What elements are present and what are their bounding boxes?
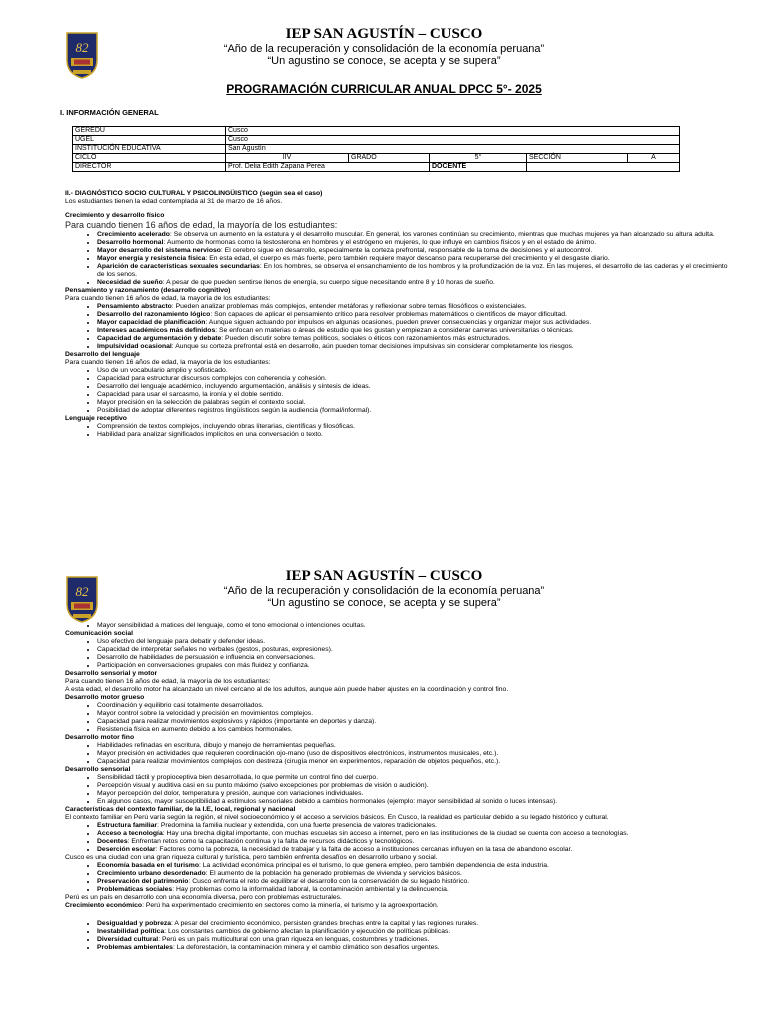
cusco-list [65, 862, 728, 894]
diagnostic-heading: II.- DIAGNÓSTICO SOCIO CULTURAL Y PSICOLINGÜISTICO (según sea el caso) [65, 190, 323, 197]
list-item: • Mayor energía y resistencia física: En esta edad, el cuerpo es más fuerte, pero también requiere mayor descanso para recuperarse del crecimiento y el desgaste diario. [97, 255, 728, 263]
list-item: • Mayor percepción del dolor, temperatura y presión, aunque con variaciones individuales. [97, 790, 728, 798]
sensory-heading: Desarrollo sensorial [65, 766, 131, 773]
list-item: • Problemáticas sociales: Hay problemas como la informalidad laboral, la contaminación ambiental y la delincuencia. [97, 886, 728, 894]
cell-grado-value: 5° [430, 154, 527, 163]
cell-seccion-value: A [628, 154, 680, 163]
list-item: • Habilidad para analizar significados implícitos en una conversación o texto. [97, 431, 728, 439]
cell-ugel-label: UGEL [73, 136, 226, 145]
list-item: • Acceso a tecnología: Hay una brecha digital importante, con muchas escuelas sin acceso a internet, pero en las instituciones de la ciudad se cuenta con acceso a tecnologías. [97, 830, 728, 838]
cell-ie-value: San Agustín [226, 145, 680, 154]
language-intro: Para cuando tienen 16 años de edad, la mayoría de los estudiantes: [65, 359, 271, 366]
cell-director-value: Prof. Delia Edith Zapana Perea [226, 163, 430, 172]
school-slogan: “Un agustino se conoce, se acepta y se supera” [267, 597, 501, 609]
list-item: • Mayor sensibilidad a matices del lenguaje, como el tono emocional o intenciones ocultas. [97, 622, 728, 630]
sensory-motor-heading: Desarrollo sensorial y motor [65, 670, 158, 677]
school-slogan: “Un agustino se conoce, se acepta y se supera” [267, 55, 501, 67]
context-list [65, 822, 728, 854]
list-item: • Capacidad de argumentación y debate: Pueden discutir sobre temas políticos, sociales o éticos con razonamientos más estructurados. [97, 335, 728, 343]
list-item: • Pensamiento abstracto: Pueden analizar problemas más complejos, entender metáforas y reflexionar sobre temas filosóficos o existenciales. [97, 303, 728, 311]
list-item: • Preservación del patrimonio: Cusco enfrenta el reto de equilibrar el desarrollo con la conservación de su legado histórico. [97, 878, 728, 886]
thinking-intro: Para cuando tienen 16 años de edad, la mayoría de los estudiantes: [65, 295, 271, 302]
list-item: • Impulsividad ocasional: Aunque su corteza prefrontal está en desarrollo, aún pueden tomar decisiones impulsivas sin considerar completamente los riesgos. [97, 343, 728, 351]
document-page-2 [0, 560, 768, 1024]
list-item: • Desarrollo del lenguaje académico, incluyendo argumentación, análisis y síntesis de ideas. [97, 383, 728, 391]
list-item: • Necesidad de sueño: A pesar de que pueden sentirse llenos de energía, su cuerpo sigue necesitando entre 8 y 10 horas de sueño. [97, 279, 728, 287]
cell-gredu-value: Cusco [226, 127, 680, 136]
fine-motor-heading: Desarrollo motor fino [65, 734, 135, 741]
list-item: • Intereses académicos más definidos: Se enfocan en materias o áreas de estudio que les gustan y empiezan a considerar carreras universitarias o técnicas. [97, 327, 728, 335]
growth-intro: Para cuando tienen 16 años de edad, la mayoría de los estudiantes: [65, 220, 338, 230]
cell-grado-label: GRADO [349, 154, 430, 163]
list-item: • Participación en conversaciones grupales con más fluidez y confianza. [97, 662, 728, 670]
list-item: • Resistencia física en aumento debido a los cambios hormonales. [97, 726, 728, 734]
list-item: • Capacidad para estructurar discursos complejos con coherencia y cohesión. [97, 375, 728, 383]
list-item: • Inestabilidad política: Los constantes cambios de gobierno afectan la planificación y ejecución de políticas públicas. [97, 928, 728, 936]
sensory-list [65, 774, 728, 806]
list-item: • Mayor precisión en la selección de palabras según el contexto social. [97, 399, 728, 407]
cusco-text: Cusco es una ciudad con una gran riqueza cultural y turística, pero también enfrenta desafíos en desarrollo urbano y social. [65, 854, 438, 861]
list-item: • Uso de un vocabulario amplio y sofisticado. [97, 367, 728, 375]
social-communication-list [65, 638, 728, 670]
list-item: • Desarrollo del razonamiento lógico: Son capaces de aplicar el pensamiento crítico para resolver problemas matemáticos o científicos de mayor dificultad. [97, 311, 728, 319]
list-item: • Docentes: Enfrentan retos como la capacitación continua y la falta de recursos didácticos y tecnológicos. [97, 838, 728, 846]
list-item: • Crecimiento urbano desordenado: El aumento de la población ha generado problemas de vivienda y servicios básicos. [97, 870, 728, 878]
social-communication-heading: Comunicación social [65, 630, 133, 637]
list-item: • Comprensión de textos complejos, incluyendo obras literarias, científicas y filosóficas. [97, 423, 728, 431]
thinking-list [65, 303, 728, 351]
gross-motor-list [65, 702, 728, 734]
sensory-motor-intro: Para cuando tienen 16 años de edad, la mayoría de los estudiantes: [65, 678, 271, 685]
school-name: IEP SAN AGUSTÍN – CUSCO [285, 568, 483, 584]
cell-ie-label: INSTITUCIÓN EDUCATIVA [73, 145, 226, 154]
list-item: • Capacidad para usar el sarcasmo, la ironía y el doble sentido. [97, 391, 728, 399]
cell-director-label: DIRECTOR [73, 163, 226, 172]
svg-text:82: 82 [75, 40, 89, 55]
list-item: • Diversidad cultural: Perú es un país multicultural con una gran riqueza en lenguas, costumbres y tradiciones. [97, 936, 728, 944]
receptive-heading: Lenguaje receptivo [65, 415, 127, 422]
sensory-motor-text: A esta edad, el desarrollo motor ha alcanzado un nivel cercano al de los adultos, aunque aún puede haber ajustes en la coordinación y control fino. [65, 686, 509, 693]
peru-list [65, 920, 728, 952]
language-heading: Desarrollo del lenguaje [65, 351, 140, 358]
list-item: • Mayor precisión en actividades que requieren coordinación ojo-mano (uso de dispositivos electrónicos, instrumentos musicales, etc.). [97, 750, 728, 758]
list-item: • Problemas ambientales: La deforestación, la contaminación minera y el cambio climático son desafíos urgentes. [97, 944, 728, 952]
list-item: • Mayor capacidad de planificación: Aunque siguen actuando por impulsos en algunas ocasiones, pueden prever consecuencias y organizar mejor sus actividades. [97, 319, 728, 327]
page2-body [65, 622, 728, 952]
cell-docente-value [527, 163, 680, 172]
context-text: El contexto familiar en Perú varía según la región, el nivel socioeconómico y el acceso a servicios básicos. En Cusco, la realidad es particular debido a su legado histórico y cultural. [65, 814, 609, 821]
list-item: • Estructura familiar: Predomina la familia nuclear y extendida, con una fuerte presencia de valores tradicionales. [97, 822, 728, 830]
cell-docente-label: DOCENTE [430, 163, 527, 172]
cell-gredu-label: GEREDU [73, 127, 226, 136]
document-title: PROGRAMACIÓN CURRICULAR ANUAL DPCC 5°- 2025 [226, 82, 542, 96]
gross-motor-heading: Desarrollo motor grueso [65, 694, 145, 701]
list-item: • Posibilidad de adoptar diferentes registros lingüísticos según la audiencia (formal/informal). [97, 407, 728, 415]
list-item: • Desarrollo hormonal: Aumento de hormonas como la testosterona en hombres y el estrógeno en mujeres, lo que influye en cambios físicos y en el estado de ánimo. [97, 239, 728, 247]
cell-ciclo-label: CICLO [73, 154, 226, 163]
list-item: • Mayor desarrollo del sistema nervioso: El cerebro sigue en desarrollo, especialmente la corteza prefrontal, responsable de la toma de decisiones y el autocontrol. [97, 247, 728, 255]
cell-ugel-value: Cusco [226, 136, 680, 145]
peru-text: Perú es un país en desarrollo con una economía diversa, pero con problemas estructurales. [65, 894, 342, 901]
year-motto: “Año de la recuperación y consolidación de la economía peruana” [223, 585, 545, 597]
receptive-list [65, 423, 728, 439]
list-item: • Mayor control sobre la velocidad y precisión en movimientos complejos. [97, 710, 728, 718]
list-item: • Coordinación y equilibrio casi totalmente desarrollados. [97, 702, 728, 710]
list-item: • Habilidades refinadas en escritura, dibujo y manejo de herramientas pequeñas. [97, 742, 728, 750]
list-item: • Crecimiento acelerado: Se observa un aumento en la estatura y el desarrollo muscular. En general, los varones continúan su crecimiento, mientras que muchas mujeres ya han alcanzado su altura adulta. [97, 231, 728, 239]
language-list [65, 367, 728, 415]
receptive-list-continued [65, 622, 728, 630]
list-item: • Capacidad para realizar movimientos explosivos y rápidos (importante en deportes y danza). [97, 718, 728, 726]
page-gap [0, 545, 768, 560]
fine-motor-list [65, 742, 728, 766]
cell-ciclo-value: IIV [226, 154, 349, 163]
year-motto: “Año de la recuperación y consolidación de la economía peruana” [223, 43, 545, 55]
list-item: • Aparición de características sexuales secundarias: En los hombres, se observa el ensanchamiento de los hombros y la profundización de la voz. En las mujeres, el desarrollo de las caderas y el crecimiento de los senos. [97, 263, 728, 279]
list-item: • Sensibilidad táctil y propioceptiva bien desarrollada, lo que permite un control fino del cuerpo. [97, 774, 728, 782]
list-item: • Capacidad para realizar movimientos complejos con destreza (cirugía menor en experimentos, reparación de objetos pequeños, etc.). [97, 758, 728, 766]
school-name: IEP SAN AGUSTÍN – CUSCO [285, 26, 483, 42]
list-item: • Economía basada en el turismo: La actividad económica principal es el turismo, lo que genera empleo, pero también dependencia de esta industria. [97, 862, 728, 870]
list-item: • Desarrollo de habilidades de persuasión e influencia en conversaciones. [97, 654, 728, 662]
growth-list [65, 231, 728, 287]
general-info-table [72, 126, 680, 172]
page1-body [65, 190, 728, 439]
list-item: • Desigualdad y pobreza: A pesar del crecimiento económico, persisten grandes brechas entre la capital y las regiones rurales. [97, 920, 728, 928]
list-item: • Uso efectivo del lenguaje para debatir y defender ideas. [97, 638, 728, 646]
list-item: • En algunos casos, mayor susceptibilidad a estímulos sensoriales debido a cambios hormonales (ejemplo: mayor sensibilidad al sonido o luces intensas). [97, 798, 728, 806]
thinking-heading: Pensamiento y razonamiento (desarrollo cognitivo) [65, 287, 231, 294]
economic-growth-line: Crecimiento económico: Perú ha experimentado crecimiento en sectores como la minería, el turismo y la agroexportación. [65, 902, 439, 909]
cell-seccion-label: SECCIÓN [527, 154, 628, 163]
list-item: • Capacidad de interpretar señales no verbales (gestos, posturas, expresiones). [97, 646, 728, 654]
section-heading: I. INFORMACIÓN GENERAL [60, 108, 159, 117]
list-item: • Percepción visual y auditiva casi en su punto máximo (salvo excepciones por problemas de visión o audición). [97, 782, 728, 790]
svg-text:82: 82 [75, 584, 89, 599]
diagnostic-text: Los estudiantes tienen la edad contemplada al 31 de marzo de 16 años. [65, 198, 283, 205]
list-item: • Deserción escolar: Factores como la pobreza, la necesidad de trabajar y la falta de acceso a instituciones cercanas influyen en la tasa de abandono escolar. [97, 846, 728, 854]
context-heading: Características del contexto familiar, de la I.E, local, regional y nacional [65, 806, 296, 813]
growth-heading: Crecimiento y desarrollo físico [65, 212, 165, 219]
